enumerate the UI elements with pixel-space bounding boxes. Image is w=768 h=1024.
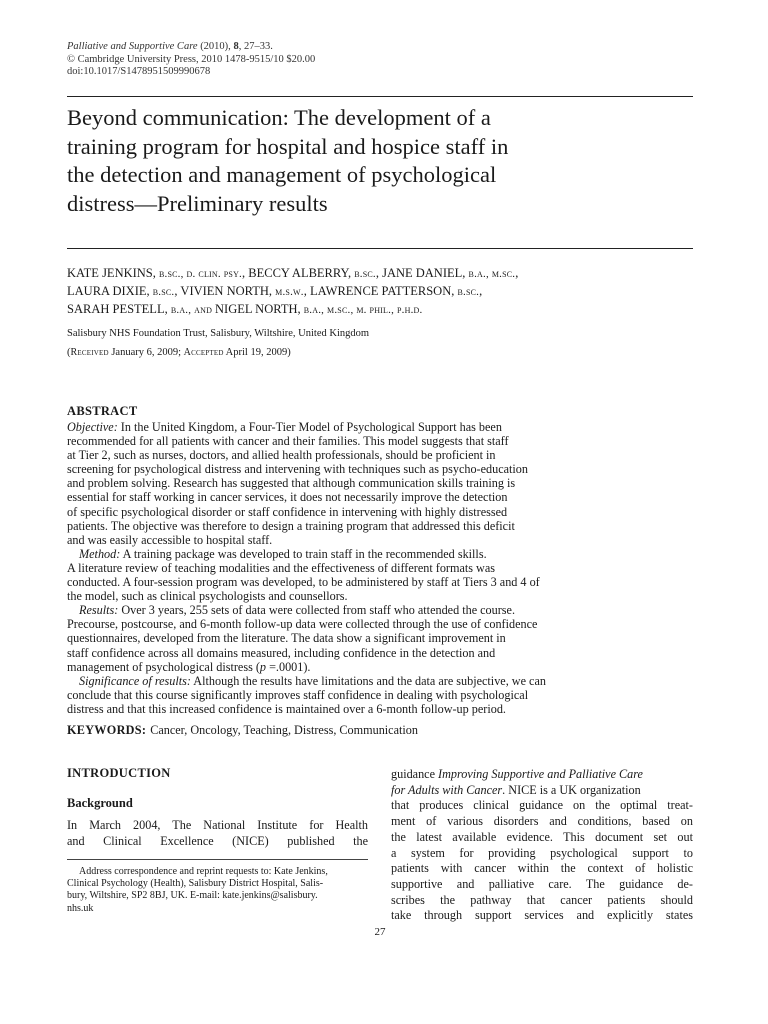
citation-header <box>67 41 315 79</box>
title-line: the detection and management of psychological <box>67 162 497 187</box>
body-line: the latest available evidence. This document set out <box>391 829 693 844</box>
abstract-line: conclude that this course significantly improves staff confidence in dealing with psychological <box>67 687 529 702</box>
title-line: Beyond communication: The development of a <box>67 105 491 130</box>
title-line: training program for hospital and hospice staff in <box>67 133 509 159</box>
abstract-line: Objective: In the United Kingdom, a Four-Tier Model of Psychological Support has been <box>67 420 502 434</box>
copyright-line: © Cambridge University Press, 2010 1478-9515/10 $20.00 <box>67 53 316 65</box>
page-number: 27 <box>374 926 386 938</box>
article-title <box>67 104 687 218</box>
abstract-line: management of psychological distress (p =.0001). <box>67 659 311 674</box>
abstract-line: distress and that this increased confidence is maintained over a 6-month follow-up period. <box>67 701 506 716</box>
abstract-line: at Tier 2, such as nurses, doctors, and allied health professionals, should be proficient in <box>67 448 496 463</box>
objective-label: Objective: <box>67 420 118 434</box>
correspondence-footnote <box>67 866 368 915</box>
header-divider <box>67 96 693 97</box>
left-column-text <box>67 817 368 849</box>
affiliation: Salisbury NHS Foundation Trust, Salisbury, Wiltshire, United Kingdom <box>67 328 370 339</box>
title-line: distress—Preliminary results <box>67 190 328 216</box>
significance-label: Significance of results: <box>79 673 191 688</box>
keywords <box>67 723 418 738</box>
abstract-line: patients. The objective was therefore to design a training program that addressed this deficit <box>67 518 515 533</box>
abstract-line: screening for psychological distress and intervening with techniques such as psycho-education <box>67 462 528 477</box>
abstract-line: Precourse, postcourse, and 6-month follow-up data were collected through the use of confidence <box>67 617 538 632</box>
abstract-line: conducted. A four-session program was developed, to be administered by staff at Tiers 3 and 4 of <box>67 575 540 590</box>
body-line: take through support services and explicitly states <box>391 908 693 923</box>
body-line: guidance Improving Supportive and Palliative Care <box>391 767 643 781</box>
abstract-line: A literature review of teaching modalities and the effectiveness of different formats was <box>67 560 495 575</box>
right-column-text <box>391 767 693 924</box>
abstract-line: essential for staff working in cancer services, it does not necessarily improve the detection <box>67 490 508 505</box>
keywords-text: Cancer, Oncology, Teaching, Distress, Communication <box>150 723 418 737</box>
received-accepted-dates: (Received January 6, 2009; Accepted April 19, 2009) <box>67 347 291 358</box>
footnote-line: Clinical Psychology (Health), Salisbury District Hospital, Salis- <box>67 878 324 890</box>
footnote-line[interactable]: bury, Wiltshire, SP2 8BJ, UK. E-mail: kate.jenkins@salisbury. <box>67 890 318 902</box>
body-line: scribes the pathway that cancer patients should <box>391 892 693 907</box>
body-line: patients with cancer within the context of holistic <box>391 861 693 876</box>
author-line: SARAH PESTELL, b.a., and NIGEL NORTH, b.a., m.sc., m. phil., p.h.d. <box>67 302 423 316</box>
abstract-line: Method: A training package was developed to train staff in the recommended skills. <box>79 546 487 561</box>
title-divider <box>67 248 693 249</box>
abstract-body <box>67 420 693 716</box>
journal-citation: Palliative and Supportive Care (2010), 8, 27–33. <box>67 41 273 52</box>
journal-name: Palliative and Supportive Care <box>67 41 198 52</box>
results-label: Results: <box>79 603 119 618</box>
abstract-line: and problem solving. Research has suggested that although communication skills training is <box>67 476 516 491</box>
doi-line[interactable]: doi:10.1017/S1478951509990678 <box>67 66 211 77</box>
body-line: and Clinical Excellence (NICE) published the <box>67 834 368 848</box>
abstract-line: recommended for all patients with cancer and their families. This model suggests that staff <box>67 434 509 449</box>
footnote-line: Address correspondence and reprint requests to: Kate Jenkins, <box>79 866 328 877</box>
abstract-line: of specific psychological disorder or staff confidence in intervening with highly distressed <box>67 504 508 519</box>
body-line: supportive and palliative care. The guidance de- <box>391 876 693 891</box>
abstract-line: staff confidence across all domains measured, including confidence in the detection and <box>67 645 496 660</box>
abstract-line: and was easily accessible to hospital staff. <box>67 532 273 547</box>
p-symbol: p <box>259 659 267 674</box>
body-line: ment of various disorders and conditions, based on <box>391 814 693 829</box>
author-line: LAURA DIXIE, b.sc., VIVIEN NORTH, m.s.w., LAWRENCE PATTERSON, b.sc., <box>67 284 483 298</box>
abstract-line: Significance of results: Although the results have limitations and the data are subjective, we can <box>79 673 546 688</box>
background-heading: Background <box>67 796 133 810</box>
body-line: for Adults with Cancer. NICE is a UK organization <box>391 782 641 797</box>
footnote-divider <box>67 859 368 860</box>
introduction-heading: INTRODUCTION <box>67 766 171 780</box>
author-list <box>67 265 518 319</box>
method-label: Method: <box>79 546 121 561</box>
body-line: that produces clinical guidance on the optimal treat- <box>391 798 693 813</box>
keywords-label: KEYWORDS: <box>67 723 147 737</box>
guidance-title: for Adults with Cancer <box>391 782 503 797</box>
abstract-line: Results: Over 3 years, 255 sets of data were collected from staff who attended the course. <box>79 603 516 618</box>
abstract-heading: ABSTRACT <box>67 404 138 418</box>
guidance-title: Improving Supportive and Palliative Care <box>438 767 643 781</box>
abstract-line: the model, such as clinical psychologists and counsellors. <box>67 589 348 604</box>
author-line: KATE JENKINS, b.sc., d. clin. psy., BECCY ALBERRY, b.sc., JANE DANIEL, b.a., m.sc., <box>67 266 519 280</box>
abstract-line: questionnaires, developed from the literature. The data show a significant improvement in <box>67 631 506 646</box>
body-line: In March 2004, The National Institute for Health <box>67 818 368 832</box>
footnote-line[interactable]: nhs.uk <box>67 902 94 914</box>
volume: 8 <box>233 41 239 52</box>
body-line: a system for providing psychological support to <box>391 845 693 860</box>
